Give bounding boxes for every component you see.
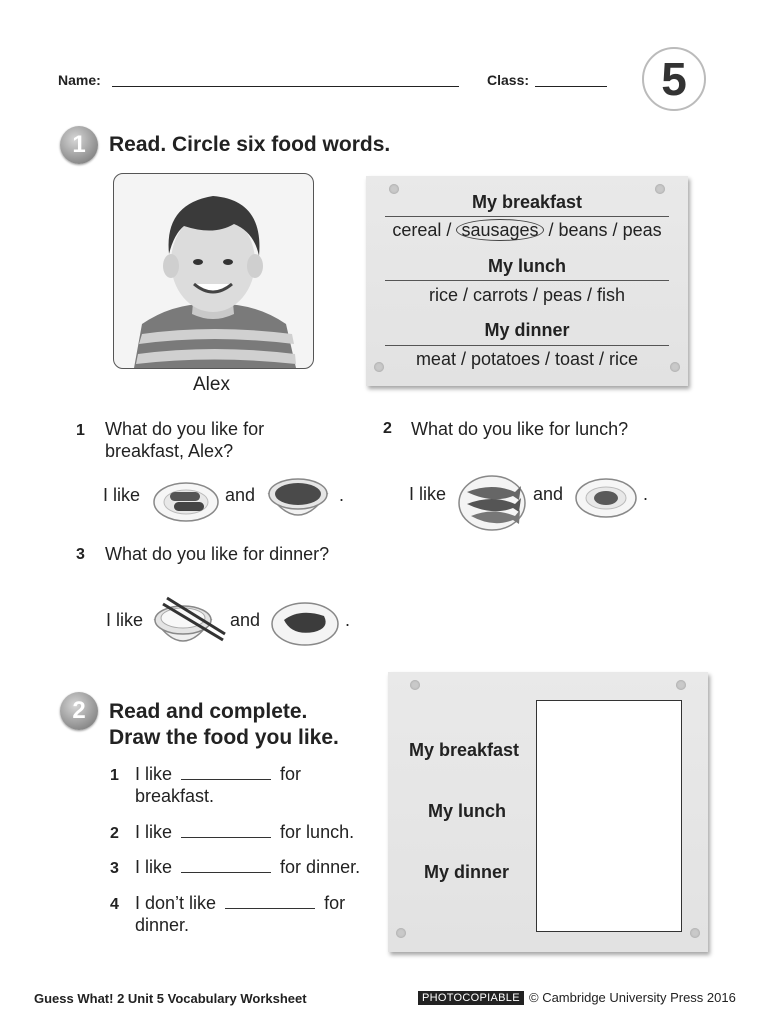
food-words-card	[366, 176, 688, 386]
item-1-number: 1	[110, 767, 119, 784]
name-label: Name:	[58, 72, 101, 88]
card-lunch-heading: My lunch	[487, 256, 566, 276]
pin-icon	[410, 680, 420, 690]
class-field[interactable]	[535, 86, 607, 87]
answer-2-i-like: I like	[409, 484, 447, 504]
item-3-blank[interactable]	[181, 872, 271, 873]
photo-caption: Alex	[193, 374, 230, 395]
copyright: © Cambridge University Press 2016	[529, 990, 736, 1005]
pin-icon	[676, 680, 686, 690]
rice-bowl-icon	[153, 594, 229, 658]
item-2-number: 2	[110, 825, 119, 842]
sausages-plate-icon	[152, 476, 220, 524]
question-2-number: 2	[383, 420, 392, 437]
unit-number-badge: 5	[642, 47, 706, 111]
question-3-text: What do you like for dinner?	[105, 544, 330, 564]
item-3-text: I like for dinner.	[135, 857, 361, 877]
question-1-text: What do you like for breakfast, Alex?	[105, 419, 265, 461]
peas-plate-icon	[574, 476, 638, 520]
exercise-2-number: 2	[60, 692, 98, 730]
exercise-2-title: Read and complete. Draw the food you like.	[109, 700, 339, 749]
beans-bowl-icon	[265, 470, 331, 528]
item-4-blank[interactable]	[225, 908, 315, 909]
pin-icon	[396, 928, 406, 938]
question-3-number: 3	[76, 546, 85, 563]
item-3-number: 3	[110, 860, 119, 877]
answer-2-and: and	[533, 484, 564, 504]
name-field[interactable]	[112, 86, 459, 87]
photocopiable-badge: PHOTOCOPIABLE	[418, 991, 524, 1005]
drawing-breakfast-label: My breakfast	[409, 740, 520, 760]
item-2-blank[interactable]	[181, 837, 271, 838]
boy-illustration	[114, 174, 313, 368]
footer-title: Guess What! 2 Unit 5 Vocabulary Worksheet	[34, 991, 307, 1006]
drawing-card	[388, 672, 708, 952]
card-breakfast-heading: My breakfast	[471, 192, 583, 212]
drawing-dinner-label: My dinner	[424, 862, 510, 882]
class-label: Class:	[487, 72, 530, 88]
item-1-text: I like for breakfast.	[135, 764, 302, 806]
pin-icon	[690, 928, 700, 938]
fish-plate-icon	[457, 472, 527, 532]
card-breakfast-words: cereal / sausages / beans / peas	[392, 220, 662, 240]
question-2-text: What do you like for lunch?	[411, 419, 629, 439]
exercise-1-title: Read. Circle six food words.	[109, 133, 391, 156]
answer-1-i-like: I like	[103, 485, 141, 505]
item-4-text: I don’t like for dinner.	[135, 893, 346, 935]
boy-photo	[113, 173, 314, 369]
card-dinner-heading: My dinner	[484, 320, 570, 340]
circled-word[interactable]: sausages	[456, 219, 543, 241]
answer-3-i-like: I like	[106, 610, 144, 630]
answer-3-period: .	[345, 610, 351, 630]
question-1-number: 1	[76, 422, 85, 439]
item-1-blank[interactable]	[181, 779, 271, 780]
item-4-number: 4	[110, 896, 119, 913]
answer-2-period: .	[643, 484, 649, 504]
item-2-text: I like for lunch.	[135, 822, 355, 842]
exercise-1-number: 1	[60, 126, 98, 164]
card-dinner-words: meat / potatoes / toast / rice	[415, 349, 639, 369]
drawing-area[interactable]	[536, 700, 682, 932]
answer-3-and: and	[230, 610, 261, 630]
card-lunch-words: rice / carrots / peas / fish	[428, 285, 626, 305]
meat-plate-icon	[270, 600, 340, 648]
drawing-lunch-label: My lunch	[428, 801, 507, 821]
answer-1-and: and	[225, 485, 256, 505]
answer-1-period: .	[339, 485, 345, 505]
